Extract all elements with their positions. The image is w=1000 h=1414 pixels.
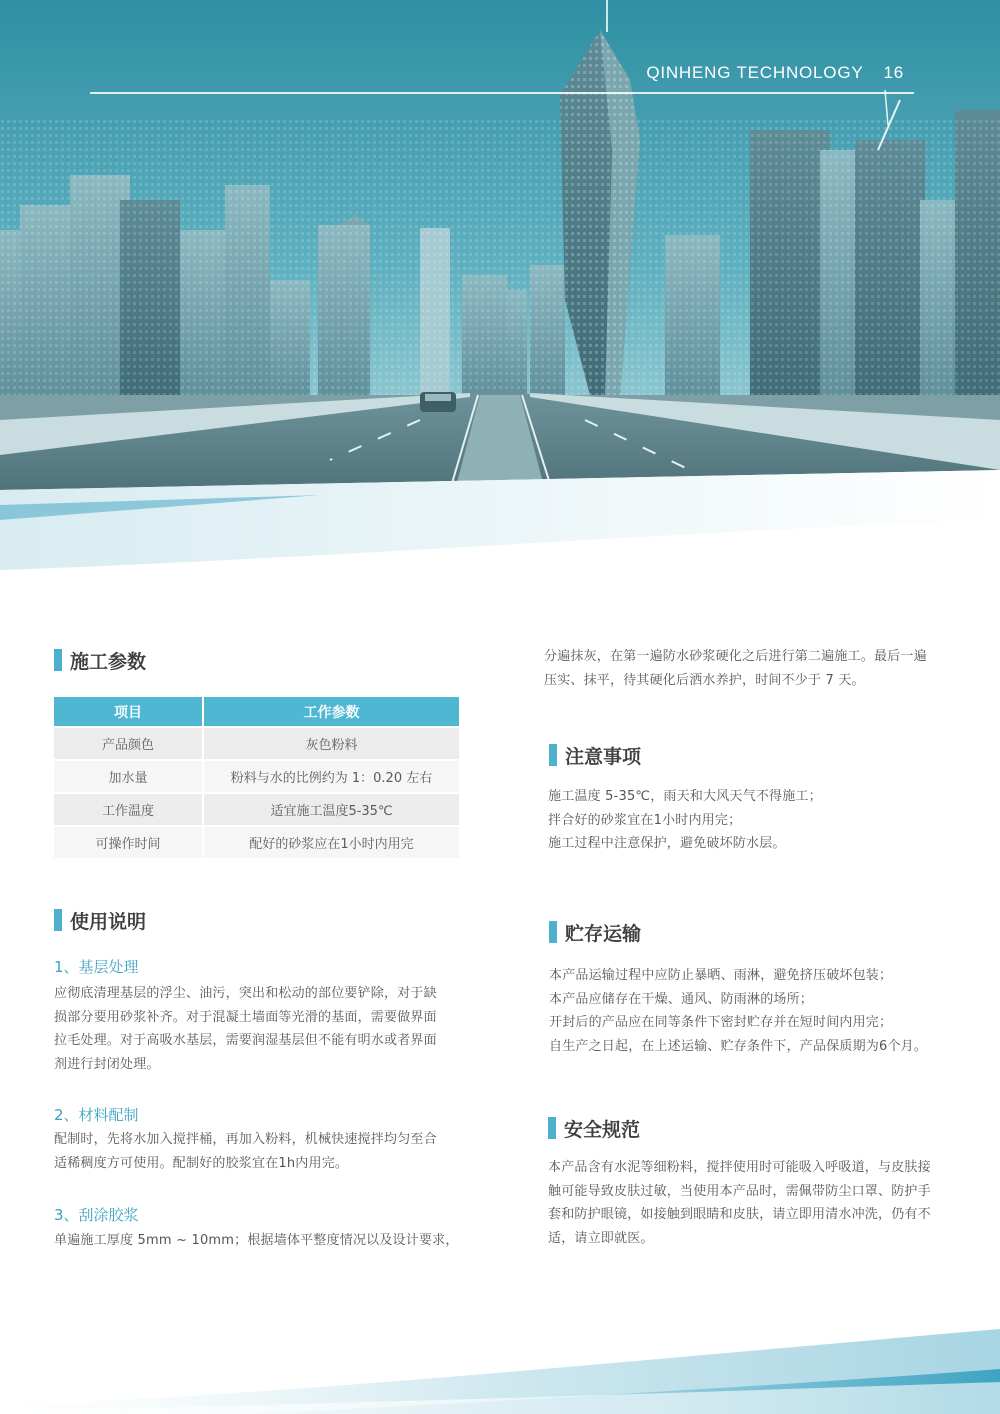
step-text: 单遍施工厚度 5mm ~ 10mm；根据墙体平整度情况以及设计要求， xyxy=(54,1233,459,1248)
section-title-text: 使用说明 xyxy=(70,910,147,933)
table-cell-item: 工作温度 xyxy=(54,794,204,827)
section-marker xyxy=(549,744,557,766)
background-buildings xyxy=(0,110,1000,400)
section-marker xyxy=(54,649,62,671)
section-marker xyxy=(54,909,62,931)
table-cell-value: 粉料与水的比例约为 1：0.20 左右 xyxy=(204,761,459,794)
table-cell-value: 适宜施工温度5-35℃ xyxy=(204,794,459,827)
table-cell-item: 可操作时间 xyxy=(54,827,204,860)
section-usage-title xyxy=(54,908,146,932)
step-text: 配制时，先将水加入搅拌桶，再加入粉料，机械快速搅拌均匀至合 适稀稠度方可使用。配制好的胶浆宜在1h内用完。 xyxy=(54,1132,437,1171)
section-title-text: 注意事项 xyxy=(565,745,642,768)
step-title: 2、材料配制 xyxy=(54,1106,139,1124)
brand-header xyxy=(646,63,904,83)
section-marker xyxy=(548,1117,556,1139)
step-title: 3、刮涂胶浆 xyxy=(54,1206,139,1224)
section-title-text: 贮存运输 xyxy=(565,922,642,945)
section-safety-title xyxy=(548,1116,640,1140)
header-divider xyxy=(90,92,914,94)
column-header-item: 项目 xyxy=(54,697,204,728)
table-cell-item: 加水量 xyxy=(54,761,204,794)
section-notes-title xyxy=(549,743,641,767)
brand-name: QINHENG TECHNOLOGY xyxy=(646,63,864,82)
step-title: 1、基层处理 xyxy=(54,958,139,976)
footer-decorative-wave xyxy=(0,1314,1000,1414)
table-header-row xyxy=(54,697,459,728)
page-number: 16 xyxy=(883,63,904,82)
step-text: 应彻底清理基层的浮尘、油污，突出和松动的部位要铲除，对于缺 损部分要用砂浆补齐。对于混凝土墙面等光滑的基面，需要做界面 拉毛处理。对于高吸水基层，需要润湿基层但不能有明水或者界面 剂进行封闭处理。 xyxy=(54,986,437,1072)
section-storage-title xyxy=(549,920,641,944)
table-row xyxy=(54,827,459,860)
section-title-text: 安全规范 xyxy=(564,1118,641,1141)
city-skyline-illustration xyxy=(0,0,1000,600)
section-construction-params-title xyxy=(54,648,146,672)
storage-text: 本产品运输过程中应防止暴晒、雨淋，避免挤压破坏包装； 本产品应储存在干燥、通风、防雨淋的场所； 开封后的产品应在同等条件下密封贮存并在短时间内用完； 自生产之日起，在上述运输、贮存条件下，产品保质期为6个月。 xyxy=(549,968,928,1054)
section-title-text: 施工参数 xyxy=(70,650,147,673)
table-cell-value: 灰色粉料 xyxy=(204,728,459,761)
column-header-value: 工作参数 xyxy=(204,697,459,728)
safety-text: 本产品含有水泥等细粉料，搅拌使用时可能吸入呼吸道，与皮肤接 触可能导致皮肤过敏，当使用本产品时，需佩带防尘口罩、防护手 套和防护眼镜，如接触到眼睛和皮肤，请立即用清水冲洗，仍有不 适，请立即就医。 xyxy=(548,1160,931,1246)
section-marker xyxy=(549,921,557,943)
table-row xyxy=(54,728,459,761)
table-cell-value: 配好的砂浆应在1小时内用完 xyxy=(204,827,459,860)
notes-text: 施工温度 5-35℃，雨天和大风天气不得施工； 拌合好的砂浆宜在1小时内用完； 施工过程中注意保护，避免破坏防水层。 xyxy=(548,789,822,851)
table-row xyxy=(54,761,459,794)
table-cell-item: 产品颜色 xyxy=(54,728,204,761)
usage-continued-text: 分遍抹灰，在第一遍防水砂浆硬化之后进行第二遍施工。最后一遍 压实、抹平，待其硬化后洒水养护，时间不少于 7 天。 xyxy=(544,649,927,688)
header-city-photo xyxy=(0,0,1000,600)
table-row xyxy=(54,794,459,827)
construction-params-table xyxy=(54,697,459,860)
